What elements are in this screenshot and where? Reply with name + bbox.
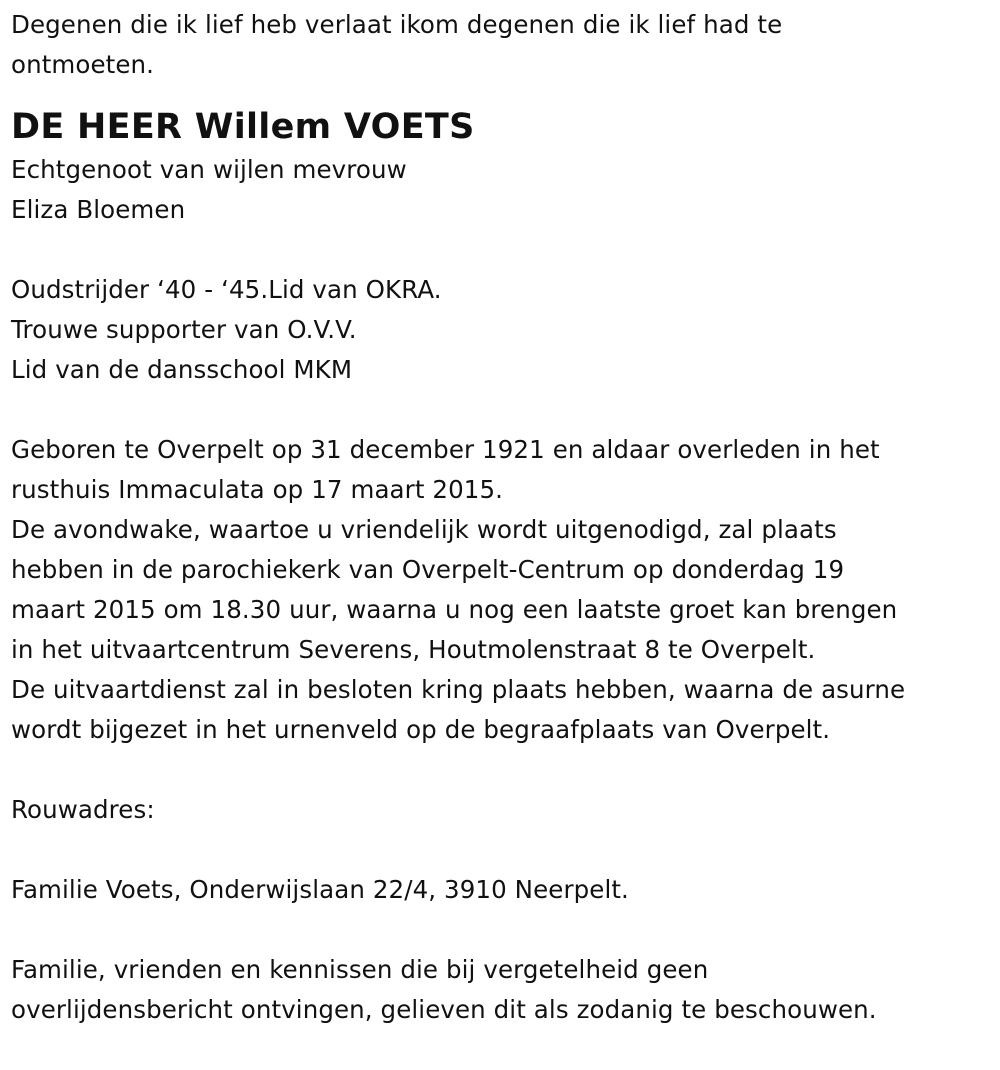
announcement-line-1: Geboren te Overpelt op 31 december 1921 en aldaar overleden in het bbox=[11, 435, 880, 464]
obituary-notice bbox=[11, 0, 991, 1030]
membership-line-3: Lid van de dansschool MKM bbox=[11, 355, 353, 384]
spacer bbox=[11, 230, 991, 270]
closing-line-1: Familie, vrienden en kennissen die bij vergetelheid geen bbox=[11, 955, 709, 984]
announcement-line-5: maart 2015 om 18.30 uur, waarna u nog een laatste groet kan brengen bbox=[11, 595, 898, 624]
spacer bbox=[11, 390, 991, 430]
mourning-address: Familie Voets, Onderwijslaan 22/4, 3910 Neerpelt. bbox=[11, 875, 629, 904]
announcement-line-4: hebben in de parochiekerk van Overpelt-Centrum op donderdag 19 bbox=[11, 555, 845, 584]
membership-line-2: Trouwe supporter van O.V.V. bbox=[11, 315, 357, 344]
intro-line-2: ontmoeten. bbox=[11, 50, 155, 79]
closing-line-2: overlijdensbericht ontvingen, gelieven dit als zodanig te beschouwen. bbox=[11, 995, 877, 1024]
announcement-line-7: De uitvaartdienst zal in besloten kring plaats hebben, waarna de asurne bbox=[11, 675, 906, 704]
mourning-address-label: Rouwadres: bbox=[11, 795, 155, 824]
spouse-line-1: Echtgenoot van wijlen mevrouw bbox=[11, 155, 407, 184]
announcement-line-3: De avondwake, waartoe u vriendelijk wordt uitgenodigd, zal plaats bbox=[11, 515, 837, 544]
deceased-name: DE HEER Willem VOETS bbox=[11, 107, 475, 147]
spacer bbox=[11, 830, 991, 870]
intro-line-1: Degenen die ik lief heb verlaat ikom degenen die ik lief had te bbox=[11, 10, 783, 39]
announcement-line-6: in het uitvaartcentrum Severens, Houtmolenstraat 8 te Overpelt. bbox=[11, 635, 816, 664]
membership-line-1: Oudstrijder ‘40 - ‘45.Lid van OKRA. bbox=[11, 275, 442, 304]
announcement-line-8: wordt bijgezet in het urnenveld op de begraafplaats van Overpelt. bbox=[11, 715, 831, 744]
spouse-line-2: Eliza Bloemen bbox=[11, 195, 186, 224]
spacer bbox=[11, 910, 991, 950]
announcement-line-2: rusthuis Immaculata op 17 maart 2015. bbox=[11, 475, 504, 504]
spacer bbox=[11, 750, 991, 790]
